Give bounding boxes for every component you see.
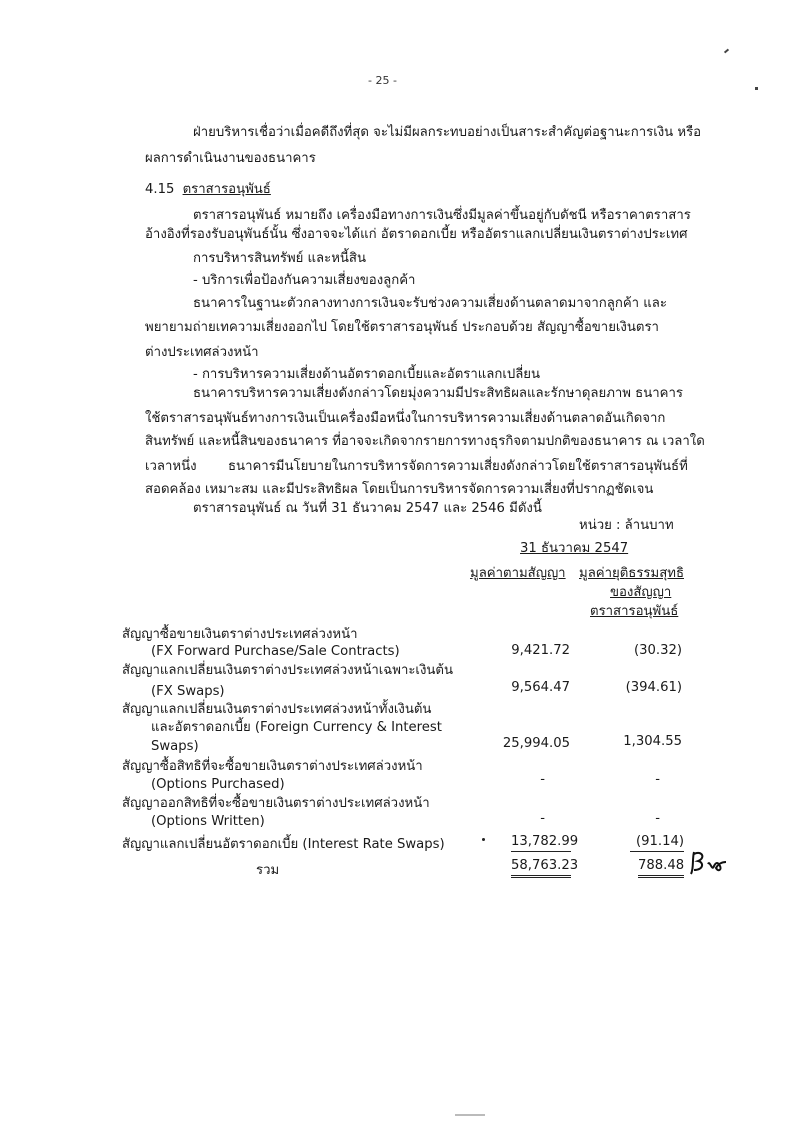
para2-line-1: ธนาคารในฐานะตัวกลางทางการเงินจะรับช่วงความเสี่ยงด้านตลาดมาจากลูกค้า และ: [193, 296, 667, 311]
row4-label-2: (Options Purchased): [151, 777, 285, 792]
sub-heading-customer-hedging: - บริการเพื่อป้องกันความเสี่ยงของลูกค้า: [193, 273, 416, 288]
row4-contract: -: [540, 772, 545, 787]
section-heading: [145, 181, 271, 199]
intro-line-2: ผลการดำเนินงานของธนาคาร: [145, 151, 316, 166]
row1-label-2: (FX Forward Purchase/Sale Contracts): [151, 644, 400, 659]
scan-smudge: [455, 1114, 485, 1116]
para2-line-2: พยายามถ่ายเทความเสี่ยงออกไป โดยใช้ตราสารอนุพันธ์ ประกอบด้วย สัญญาซื้อขายเงินตรา: [145, 320, 659, 335]
para3-line-2: ใช้ตราสารอนุพันธ์ทางการเงินเป็นเครื่องมือหนึ่งในการบริหารความเสี่ยงด้านตลาดอันเกิดจาก: [145, 411, 666, 426]
row3-label-1: สัญญาแลกเปลี่ยนเงินตราต่างประเทศล่วงหน้าทั้งเงินต้น: [122, 702, 432, 717]
row6-contract: 13,782.99: [511, 833, 571, 852]
row5-contract: -: [540, 811, 545, 826]
unit-label: หน่วย : ล้านบาท: [579, 518, 674, 533]
date-header: 31 ธันวาคม 2547: [520, 541, 629, 556]
row3-fair: 1,304.55: [623, 734, 682, 749]
row2-label-2: (FX Swaps): [151, 684, 225, 699]
row2-contract: 9,564.47: [511, 680, 570, 695]
row2-fair: (394.61): [625, 680, 682, 695]
total-fair: 788.48: [638, 857, 684, 878]
row3-label-2: และอัตราดอกเบี้ย (Foreign Currency & Interest: [151, 720, 442, 735]
sub-heading-asset-liability: การบริหารสินทรัพย์ และหนี้สิน: [193, 251, 366, 266]
col-contract-header: มูลค่าตามสัญญา: [470, 566, 566, 581]
ink-dot: [482, 838, 485, 841]
row5-fair: -: [655, 811, 660, 826]
row3-contract: 25,994.05: [502, 736, 570, 751]
row3-label-3: Swaps): [151, 739, 199, 754]
row2-label-1: สัญญาแลกเปลี่ยนเงินตราต่างประเทศล่วงหน้าเฉพาะเงินต้น: [122, 663, 453, 678]
col-fair-header-l3: ตราสารอนุพันธ์: [590, 604, 679, 619]
col-fair-header-l1: มูลค่ายุติธรรมสุทธิ: [579, 566, 684, 581]
row1-label-1: สัญญาซื้อขายเงินตราต่างประเทศล่วงหน้า: [122, 627, 358, 642]
row6-label-1: สัญญาแลกเปลี่ยนอัตราดอกเบี้ย (Interest Rate Swaps): [122, 837, 445, 852]
para3-line-4a: เวลาหนึ่ง: [145, 459, 197, 474]
para3-line-5: สอดคล้อง เหมาะสม และมีประสิทธิผล โดยเป็นการบริหารจัดการความเสี่ยงที่ปรากฏชัดเจน: [145, 482, 654, 497]
scan-speck: [724, 49, 729, 54]
page-number: - 25 -: [368, 74, 397, 87]
para3-line-4b: ธนาคารมีนโยบายในการบริหารจัดการความเสี่ยงดังกล่าวโดยใช้ตราสารอนุพันธ์ที่: [228, 459, 688, 474]
row4-label-1: สัญญาซื้อสิทธิที่จะซื้อขายเงินตราต่างประเทศล่วงหน้า: [122, 759, 423, 774]
section-title: ตราสารอนุพันธ์: [182, 182, 271, 197]
row4-fair: -: [655, 772, 660, 787]
row1-contract: 9,421.72: [511, 643, 570, 658]
row1-fair: (30.32): [633, 643, 682, 658]
scan-speck: [755, 87, 758, 90]
row5-label-2: (Options Written): [151, 814, 265, 829]
para1-line-1: ตราสารอนุพันธ์ หมายถึง เครื่องมือทางการเงินซึ่งมีมูลค่าขึ้นอยู่กับดัชนี หรือราคาตราสาร: [193, 208, 691, 223]
para1-line-2: อ้างอิงที่รองรับอนุพันธ์นั้น ซึ่งอาจจะได้แก่ อัตราดอกเบี้ย หรืออัตราแลกเปลี่ยนเงินตราต่างประเทศ: [145, 227, 688, 242]
para2-line-3: ต่างประเทศล่วงหน้า: [145, 345, 259, 360]
handwritten-initials: [688, 848, 728, 882]
section-number: 4.15: [145, 182, 175, 197]
para3-line-3: สินทรัพย์ และหนี้สินของธนาคาร ที่อาจจะเกิดจากรายการทางธุรกิจตามปกติของธนาคาร ณ เวลาใด: [145, 434, 705, 449]
intro-line-1: ฝ่ายบริหารเชื่อว่าเมื่อคดีถึงที่สุด จะไม่มีผลกระทบอย่างเป็นสาระสำคัญต่อฐานะการเงิน หรือ: [193, 125, 702, 140]
row5-label-1: สัญญาออกสิทธิที่จะซื้อขายเงินตราต่างประเทศล่วงหน้า: [122, 796, 430, 811]
col-fair-header-l2: ของสัญญา: [610, 585, 672, 600]
sub-heading-rate-risk: - การบริหารความเสี่ยงด้านอัตราดอกเบี้ยและอัตราแลกเปลี่ยน: [193, 367, 541, 382]
para4: ตราสารอนุพันธ์ ณ วันที่ 31 ธันวาคม 2547 และ 2546 มีดังนี้: [193, 501, 542, 516]
total-contract: 58,763.23: [511, 857, 571, 878]
para3-line-1: ธนาคารบริหารความเสี่ยงดังกล่าวโดยมุ่งความมีประสิทธิผลและรักษาดุลยภาพ ธนาคาร: [193, 386, 683, 401]
row6-fair: (91.14): [630, 833, 684, 852]
total-label: รวม: [256, 863, 280, 878]
